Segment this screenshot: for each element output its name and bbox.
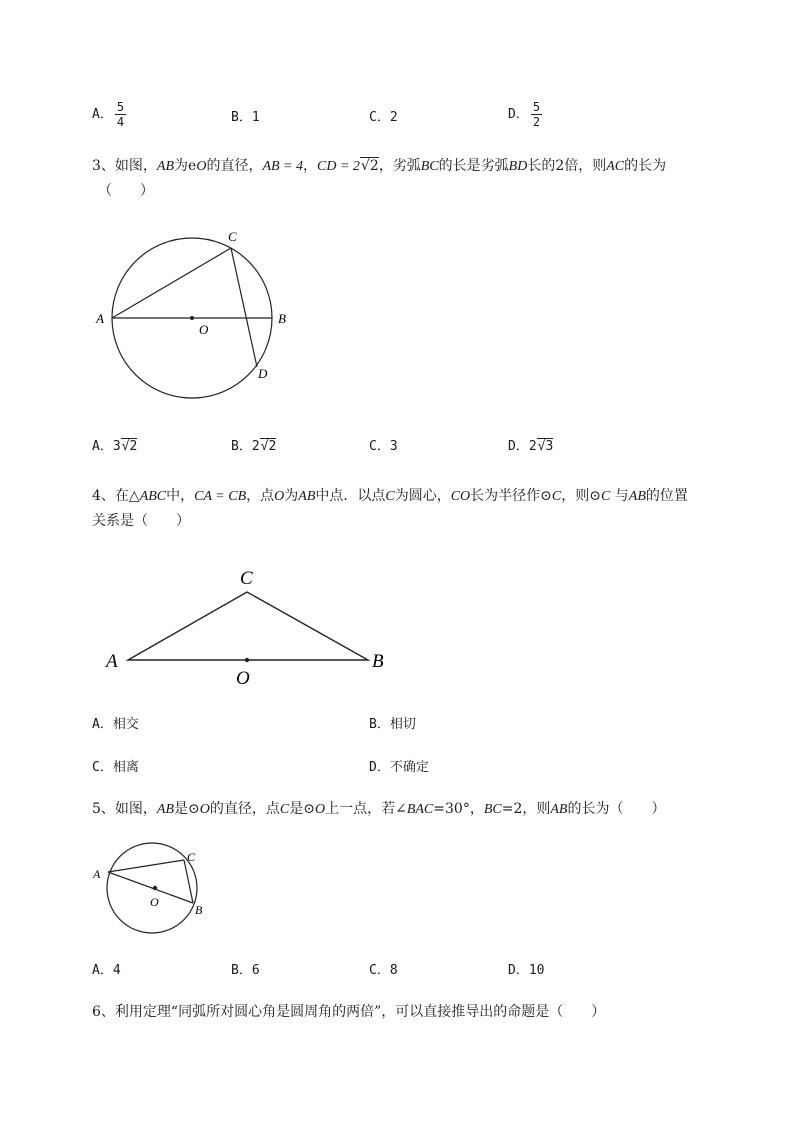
q3-option-b: B．2√2 bbox=[231, 439, 277, 454]
label-o: O bbox=[150, 895, 159, 909]
label-c: C bbox=[240, 568, 253, 589]
label-a: A bbox=[96, 311, 104, 326]
label-c: C bbox=[187, 850, 196, 864]
q2-option-a: A． $\frac{5}{4}$ bbox=[92, 100, 125, 129]
q3-stem: 3、如图，AB为eO的直径，AB = 4，CD = 2√2，劣弧BC的长是劣弧BD长的2倍，则AC的长为 bbox=[92, 158, 667, 174]
label-d: D bbox=[258, 366, 268, 381]
center-point bbox=[190, 316, 194, 320]
label-o: O bbox=[199, 322, 209, 337]
fraction: $\frac{5}{4}$ bbox=[116, 100, 125, 129]
q4-option-a: A．相交 bbox=[92, 717, 139, 732]
q5-option-b: B．6 bbox=[231, 963, 260, 978]
midpoint-o bbox=[245, 658, 249, 662]
center-point bbox=[153, 886, 157, 890]
chord-ac bbox=[112, 248, 231, 318]
q4-option-b: B．相切 bbox=[369, 717, 416, 732]
sqrt-symbol: √2 bbox=[360, 158, 379, 174]
q3-option-d: D．2√3 bbox=[508, 439, 554, 454]
q5-circle-figure bbox=[88, 838, 218, 938]
q4-stem-line1: 4、在△ABC中，CA = CB，点O为AB中点．以点C为圆心，CO长为半径作⊙C，则⊙C 与AB的位置 bbox=[92, 488, 688, 504]
label-b: B bbox=[195, 903, 203, 917]
label-a: A bbox=[106, 651, 118, 672]
q4-stem-line2: 关系是（ ） bbox=[92, 513, 190, 529]
q3-answer-paren: （ ） bbox=[98, 183, 154, 199]
label-b: B bbox=[372, 651, 384, 672]
q5-option-c: C．8 bbox=[369, 963, 398, 978]
q2-option-c: C．2 bbox=[369, 110, 398, 125]
q3-option-c: C．3 bbox=[369, 439, 398, 454]
triangle-abc bbox=[128, 592, 368, 660]
q4-triangle-figure bbox=[100, 562, 400, 690]
q4-option-d: D．不确定 bbox=[369, 760, 429, 775]
q5-stem: 5、如图，AB是⊙O的直径，点C是⊙O上一点，若∠BAC=30°，BC=2，则AB的长为（ ） bbox=[92, 801, 666, 817]
q2-option-b: B．1 bbox=[231, 110, 260, 125]
q3-option-a: A．3√2 bbox=[92, 439, 138, 454]
q3-circle-figure bbox=[88, 222, 298, 412]
label-c: C bbox=[228, 229, 237, 244]
q4-option-c: C．相离 bbox=[92, 760, 139, 775]
chord-ac bbox=[108, 860, 184, 872]
label-a: A bbox=[93, 867, 101, 881]
label-b: B bbox=[278, 311, 286, 326]
fraction: $\frac{5}{2}$ bbox=[532, 100, 541, 129]
q6-stem: 6、利用定理“同弧所对圆心角是圆周角的两倍”，可以直接推导出的命题是（ ） bbox=[92, 1004, 606, 1020]
label-o: O bbox=[236, 668, 250, 689]
q2-option-d: D． $\frac{5}{2}$ bbox=[508, 100, 541, 129]
q5-option-d: D．10 bbox=[508, 963, 545, 978]
q5-option-a: A．4 bbox=[92, 963, 121, 978]
